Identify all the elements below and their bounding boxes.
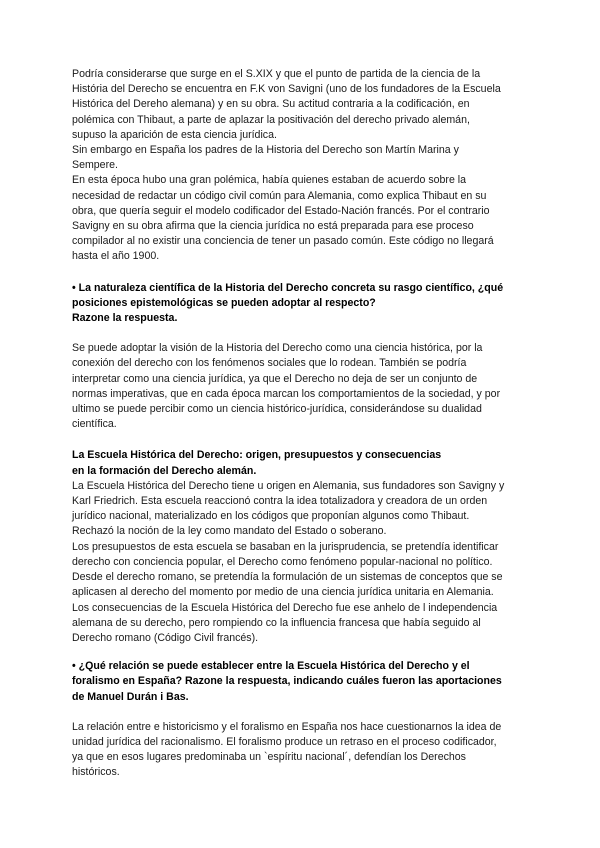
text-line: Los consecuencias de la Escuela Histórica del Derecho fue ese anhelo de l independencia [72,601,498,614]
document-page [72,67,528,781]
text-line: derecho con conciencia popular, el Derecho como fenómeno popular-nacional no político. [72,555,493,568]
text-line: supuso la aparición de esta ciencia jurídica. [72,128,277,141]
intro-paragraph [72,67,528,265]
text-line: ya que en esos lugares predominaba un `espíritu nacional´, defendían los Derechos [72,751,466,764]
text-line: Rechazó la noción de la ley como mandato del Estado o soberano. [72,525,387,538]
text-line: Savigny en su obra afirma que la ciencia jurídica no está preparada para ese proceso [72,220,474,233]
text-line: La Escuela Histórica del Derecho tiene u origen en Alemania, sus fundadores son Savigny y [72,479,505,492]
text-line: La relación entre e historicismo y el foralismo en España nos hace cuestionarnos la idea de [72,720,502,733]
text-line: Derecho romano (Código Civil francés). [72,631,259,644]
heading-line: foralismo en España? Razone la respuesta, indicando cuáles fueron las aportaciones [72,675,502,688]
heading-line: Razone la respuesta. [72,312,178,325]
text-line: Se puede adoptar la visión de la Historia del Derecho como una ciencia histórica, por la [72,342,483,355]
text-line: alemana de su derecho, pero rompiendo co la influencia francesa que había seguido al [72,616,481,629]
text-line: aplicasen al derecho del momento por medio de una ciencia jurídica unitaria en Alemania. [72,586,494,599]
question-2-heading [72,659,528,705]
heading-line: en la formación del Derecho alemán. [72,464,257,477]
section-2-heading [72,448,528,478]
text-line: jurídico nacional, materializado en los códigos que proponían algunos como Thibaut. [72,510,470,523]
text-line: Desde el derecho romano, se pretendía la formulación de un sistemas de conceptos que se [72,571,503,584]
text-line: obra, que quería seguir el modelo codificador del Estado-Nación francés. Por el contrario [72,204,490,217]
text-line: Podría considerarse que surge en el S.XIX y que el punto de partida de la ciencia de la [72,68,481,80]
heading-line: posiciones epistemológicas se pueden adoptar al respecto? [72,296,376,309]
text-line: históricos. [72,766,120,779]
text-line: necesidad de redactar un código civil común para Alemania, como explica Thibaut en su [72,189,487,202]
answer-2-paragraph [72,720,528,781]
text-line: História del Derecho se encuentra en F.K von Savigni (uno de los fundadores de la Escuela [72,83,501,96]
text-line: normas imperativas, que en cada época marcan los comportamientos de la sociedad, y por [72,387,501,400]
text-line: En esta época hubo una gran polémica, había quienes estaban de acuerdo sobre la [72,174,467,187]
section-2-paragraph [72,479,528,646]
text-line: compilador al no existir una conciencia de tener un pasado común. Este código no llegará [72,235,494,248]
text-line: conexión del derecho con los fenómenos sociales que lo rodean. También se podría [72,357,467,370]
heading-line: de Manuel Durán i Bas. [72,690,189,703]
text-line: científica. [72,418,117,431]
question-1-heading [72,281,528,327]
text-line: Karl Friedrich. Esta escuela reaccionó contra la idea totalizadora y creadora de un orden [72,495,488,508]
text-line: unidad jurídica del racionalismo. El foralismo produce un retraso en el proceso codificador, [72,735,497,748]
text-line: hasta el año 1900. [72,250,160,263]
text-line: polémica con Thibaut, a parte de aplazar la positivación del derecho privado alemán, [72,113,470,126]
heading-line: La Escuela Histórica del Derecho: origen, presupuestos y consecuencias [72,449,442,462]
text-line: Histórica del Dereho alemana) y en su obra. Su actitud contraria a la codificación, en [72,98,470,111]
text-line: Sempere. [72,159,118,172]
heading-line: • La naturaleza científica de la Historia del Derecho concreta su rasgo científico, ¿qué [72,281,504,294]
text-line: interpretar como una ciencia jurídica, ya que el Derecho no deja de ser un conjunto de [72,372,478,385]
heading-line: • ¿Qué relación se puede establecer entre la Escuela Histórica del Derecho y el [72,660,470,673]
text-line: Los presupuestos de esta escuela se basaban en la jurisprudencia, se pretendía identificar [72,540,499,553]
answer-1-paragraph [72,341,528,432]
text-line: ultimo se puede percibir como un ciencia histórico-jurídica, considerándose su dualidad [72,403,482,416]
text-line: Sin embargo en España los padres de la Historia del Derecho son Martín Marina y [72,144,459,157]
